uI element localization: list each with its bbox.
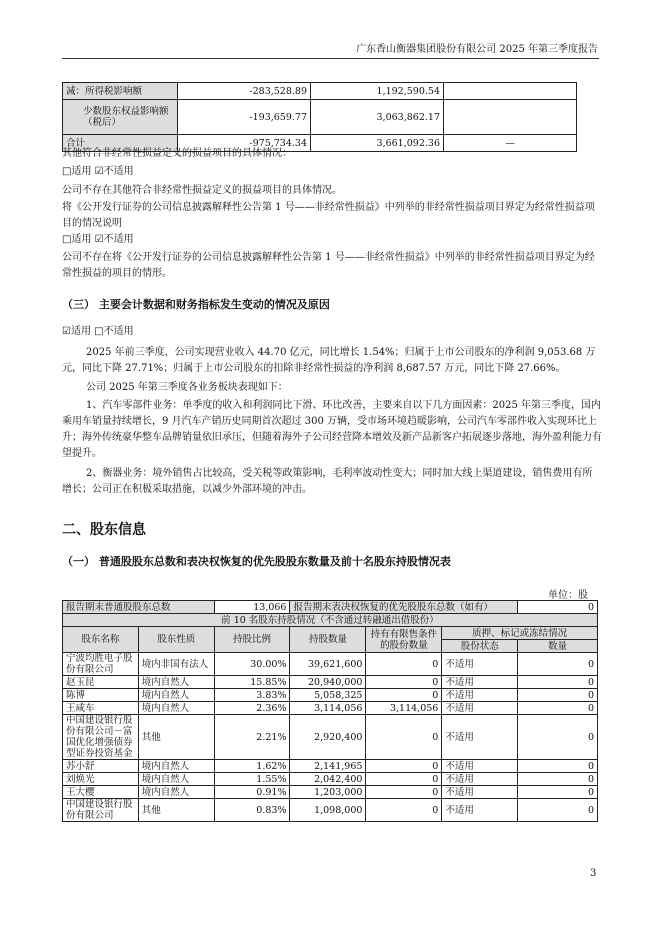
holder-name: 中国建设银行股份有限公司－富国优化增强债券型证券投资基金 bbox=[63, 715, 139, 760]
holder-nature: 境内自然人 bbox=[138, 676, 214, 689]
holder-status: 不适用 bbox=[442, 786, 518, 799]
holder-status: 不适用 bbox=[442, 760, 518, 773]
table-row bbox=[63, 653, 598, 676]
holder-status: 不适用 bbox=[442, 773, 518, 786]
checkbox-line: □适用 ☑不适用 bbox=[62, 234, 134, 245]
paragraph: 将《公开发行证券的公司信息披露解释性公告第 1 号——非经常性损益》中列举的非经常性损益项目界定为经常性损益项目的情况说明 bbox=[62, 202, 595, 229]
holder-qty: 1,203,000 bbox=[290, 786, 366, 799]
holder-name: 赵玉昆 bbox=[63, 676, 139, 689]
paragraph: 公司不存在将《公开发行证券的公司信息披露解释性公告第 1 号——非经常性损益》中列举的非经常性损益项目界定为经常性损益的项目的情形。 bbox=[62, 252, 595, 279]
holder-name: 王大樱 bbox=[63, 786, 139, 799]
holder-ratio: 30.00% bbox=[214, 653, 290, 676]
holder-status: 不适用 bbox=[442, 799, 518, 822]
col-header: 质押、标记或冻结情况 bbox=[442, 627, 598, 640]
paragraph: 2025 年前三季度，公司实现营业收入 44.70 亿元，同比增长 1.54%；归属于上市公司股东的净利润 9,053.68 万元，同比下降 27.71%；归属于上市公司股东的扣除非经常性损益的净利润 8,687.57 万元，同比下降 27.66%。 bbox=[62, 347, 596, 374]
holder-status: 不适用 bbox=[442, 715, 518, 760]
holder-count: 0 bbox=[518, 760, 598, 773]
holder-restricted: 0 bbox=[366, 786, 442, 799]
table-row bbox=[63, 676, 598, 689]
col-header: 持股数量 bbox=[290, 627, 366, 653]
holder-qty: 3,114,056 bbox=[290, 702, 366, 715]
shareholder-table bbox=[62, 600, 598, 822]
paragraph: 2、衡器业务：境外销售占比较高，受关税等政策影响，毛利率波动性变大；同时加大线上渠道建设，销售费用有所增长；公司正在积极采取措施，以减少外部环境的冲击。 bbox=[62, 468, 593, 495]
page-number: 3 bbox=[590, 868, 597, 879]
holder-name: 陈博 bbox=[63, 689, 139, 702]
holder-count: 0 bbox=[518, 702, 598, 715]
col-header: 持股比例 bbox=[214, 627, 290, 653]
holder-count: 0 bbox=[518, 786, 598, 799]
holder-ratio: 15.85% bbox=[214, 676, 290, 689]
top10-title: 前 10 名股东持股情况（不含通过转融通出借股份） bbox=[63, 614, 598, 627]
row-label: 减：所得税影响额 bbox=[63, 83, 178, 100]
row-label: 合计 bbox=[63, 135, 178, 152]
holder-ratio: 2.21% bbox=[214, 715, 290, 760]
holder-qty: 2,042,400 bbox=[290, 773, 366, 786]
checkbox-line: □适用 ☑不适用 bbox=[62, 166, 134, 177]
holder-nature: 境内非国有法人 bbox=[138, 653, 214, 676]
table-row bbox=[63, 614, 598, 627]
row-value: 3,063,862.17 bbox=[311, 100, 444, 135]
holder-nature: 境内自然人 bbox=[138, 773, 214, 786]
col-header: 股东性质 bbox=[138, 627, 214, 653]
holder-qty: 20,940,000 bbox=[290, 676, 366, 689]
holder-qty: 2,141,965 bbox=[290, 760, 366, 773]
row-label: 少数股东权益影响额（税后） bbox=[63, 100, 178, 135]
holder-nature: 境内自然人 bbox=[138, 786, 214, 799]
row-value: — bbox=[444, 135, 577, 152]
holder-status: 不适用 bbox=[442, 653, 518, 676]
row-value: -193,659.77 bbox=[178, 100, 311, 135]
row-value: 3,661,092.36 bbox=[311, 135, 444, 152]
holder-ratio: 1.55% bbox=[214, 773, 290, 786]
holder-status: 不适用 bbox=[442, 689, 518, 702]
holder-name: 刘焕光 bbox=[63, 773, 139, 786]
col-header: 股东名称 bbox=[63, 627, 139, 653]
unit-label: 单位：股 bbox=[548, 590, 588, 601]
holder-count: 0 bbox=[518, 799, 598, 822]
paragraph: 公司 2025 年第三季度各业务板块表现如下： bbox=[86, 382, 288, 393]
holder-nature: 境内自然人 bbox=[138, 689, 214, 702]
holder-restricted: 0 bbox=[366, 760, 442, 773]
col-header: 股份状态 bbox=[442, 640, 518, 653]
holder-name: 苏小舒 bbox=[63, 760, 139, 773]
table-row bbox=[63, 702, 598, 715]
holder-status: 不适用 bbox=[442, 676, 518, 689]
holder-restricted: 0 bbox=[366, 676, 442, 689]
page-header: 广东香山衡器集团股份有限公司 2025 年第三季度报告 bbox=[356, 44, 598, 55]
holder-nature: 境内自然人 bbox=[138, 702, 214, 715]
table-row bbox=[63, 715, 598, 760]
total-holders-value: 13,066 bbox=[214, 601, 290, 614]
holder-restricted: 0 bbox=[366, 773, 442, 786]
section-heading: （一） 普通股股东总数和表决权恢复的优先股股东数量及前十名股东持股情况表 bbox=[62, 555, 451, 568]
holder-count: 0 bbox=[518, 676, 598, 689]
holder-nature: 其他 bbox=[138, 799, 214, 822]
holder-qty: 1,098,000 bbox=[290, 799, 366, 822]
row-value: -975,734.34 bbox=[178, 135, 311, 152]
row-value: 1,192,590.54 bbox=[311, 83, 444, 100]
table-row bbox=[63, 601, 598, 614]
table-row bbox=[63, 760, 598, 773]
chapter-heading: 二、股东信息 bbox=[62, 522, 146, 538]
table-header-row bbox=[63, 627, 598, 640]
row-value: -283,528.89 bbox=[178, 83, 311, 100]
paragraph: 其他符合非经常性损益定义的损益项目的具体情况： bbox=[62, 148, 292, 159]
preferred-holders-label: 报告期末表决权恢复的优先股股东总数（如有） bbox=[290, 601, 518, 614]
holder-count: 0 bbox=[518, 715, 598, 760]
holder-qty: 5,058,325 bbox=[290, 689, 366, 702]
holder-ratio: 2.36% bbox=[214, 702, 290, 715]
header-divider bbox=[62, 58, 599, 59]
col-header: 数量 bbox=[518, 640, 598, 653]
table-row bbox=[63, 689, 598, 702]
row-value bbox=[444, 100, 577, 135]
holder-count: 0 bbox=[518, 653, 598, 676]
holder-count: 0 bbox=[518, 689, 598, 702]
holder-nature: 其他 bbox=[138, 715, 214, 760]
section-heading: （三） 主要会计数据和财务指标发生变动的情况及原因 bbox=[62, 298, 330, 311]
total-holders-label: 报告期末普通股股东总数 bbox=[63, 601, 215, 614]
holder-restricted: 0 bbox=[366, 689, 442, 702]
holder-ratio: 3.83% bbox=[214, 689, 290, 702]
holder-ratio: 1.62% bbox=[214, 760, 290, 773]
holder-ratio: 0.91% bbox=[214, 786, 290, 799]
checkbox-line: ☑适用 □不适用 bbox=[62, 326, 134, 337]
preferred-holders-value: 0 bbox=[518, 601, 598, 614]
table-row bbox=[63, 100, 577, 135]
row-value bbox=[444, 83, 577, 100]
holder-name: 王咸车 bbox=[63, 702, 139, 715]
holder-restricted: 0 bbox=[366, 653, 442, 676]
holder-restricted: 3,114,056 bbox=[366, 702, 442, 715]
non-recurring-table bbox=[62, 82, 577, 152]
col-header: 持有有限售条件的股份数量 bbox=[366, 627, 442, 653]
table-row bbox=[63, 799, 598, 822]
table-row bbox=[63, 773, 598, 786]
paragraph: 1、汽车零部件业务：单季度的收入和利润同比下滑、环比改善，主要来自以下几方面因素：2025 年第三季度，国内乘用车销量持续增长，9 月汽车产销历史同期首次超过 300 万辆，受市场环境趋暖影响，公司汽车零部件收入实现环比上升；海外传统豪华整车品牌销量依旧承压，但随着海外子公司经营降本增效及新产品新客户拓展逐步落地，海外盈利能力有望提升。 bbox=[62, 400, 602, 459]
holder-name: 宁波均胜电子股份有限公司 bbox=[63, 653, 139, 676]
holder-restricted: 0 bbox=[366, 799, 442, 822]
holder-status: 不适用 bbox=[442, 702, 518, 715]
holder-count: 0 bbox=[518, 773, 598, 786]
holder-name: 中国建设银行股份有限公司 bbox=[63, 799, 139, 822]
holder-qty: 39,621,600 bbox=[290, 653, 366, 676]
table-row bbox=[63, 786, 598, 799]
holder-nature: 境内自然人 bbox=[138, 760, 214, 773]
table-row bbox=[63, 83, 577, 100]
paragraph: 公司不存在其他符合非经常性损益定义的损益项目的具体情况。 bbox=[62, 185, 342, 196]
holder-qty: 2,920,400 bbox=[290, 715, 366, 760]
holder-restricted: 0 bbox=[366, 715, 442, 760]
holder-ratio: 0.83% bbox=[214, 799, 290, 822]
